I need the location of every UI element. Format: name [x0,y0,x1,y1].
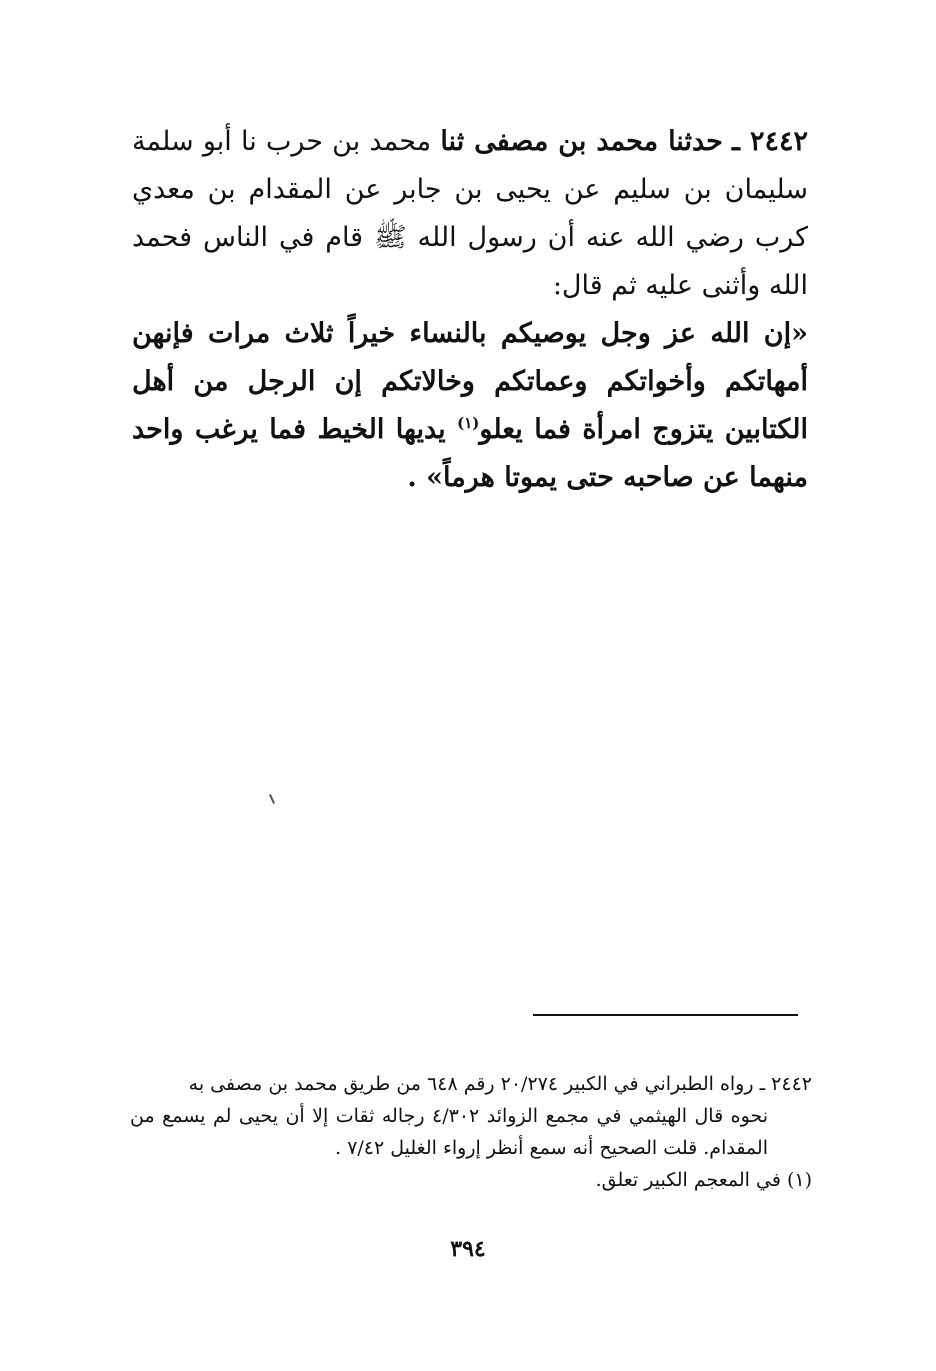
takhrij-footnote [130,1068,812,1164]
hadith-paragraph [132,118,808,310]
hadith-text [132,310,808,502]
footnotes [130,1068,812,1196]
takhrij-line1: ٢٤٤٢ ـ رواه الطبراني في الكبير ٢٠/٢٧٤ رقم ٦٤٨ من طريق محمد بن مصفى به [188,1073,812,1095]
takhrij-continuation: نحوه قال الهيثمي في مجمع الزوائد ٤/٣٠٢ رجاله ثقات إلا أن يحيى لم يسمع من المقدام. قلت الصحيح أنه سمع أنظر إرواء الغليل ٧/٤٢ . [130,1105,768,1159]
stray-mark [269,794,275,804]
page-number: ٣٩٤ [450,1236,486,1262]
hadith-chain-bold: حدثنا محمد بن مصفى ثنا [440,126,723,157]
footnote-divider [533,1014,798,1016]
hadith-text-part1: «إن الله عز وجل يوصيكم بالنساء خيراً ثلاث مرات فإنهن أمهاتكم وأخواتكم وعماتكم وخالاتكم إن الرجل من أهل الكتابين يتزوج امرأة فما يعلو [132,318,808,445]
footnote-1: (١) في المعجم الكبير تعلق. [595,1169,812,1191]
footnote-marker: (١) [457,414,480,432]
hadith-number: ٢٤٤٢ ـ [732,126,808,157]
hadith-text-part2: يديها الخيط فما يرغب واحد منهما عن صاحبه حتى يموتا هرماً» . [132,414,808,493]
hadith-body [132,118,808,502]
hadith-chain: محمد بن حرب نا أبو سلمة سليمان بن سليم عن يحيى بن جابر عن المقدام بن معدي كرب رضي الله عنه أن رسول الله ﷺ قام في الناس فحمد الله وأثنى عليه ثم قال: [132,126,808,301]
